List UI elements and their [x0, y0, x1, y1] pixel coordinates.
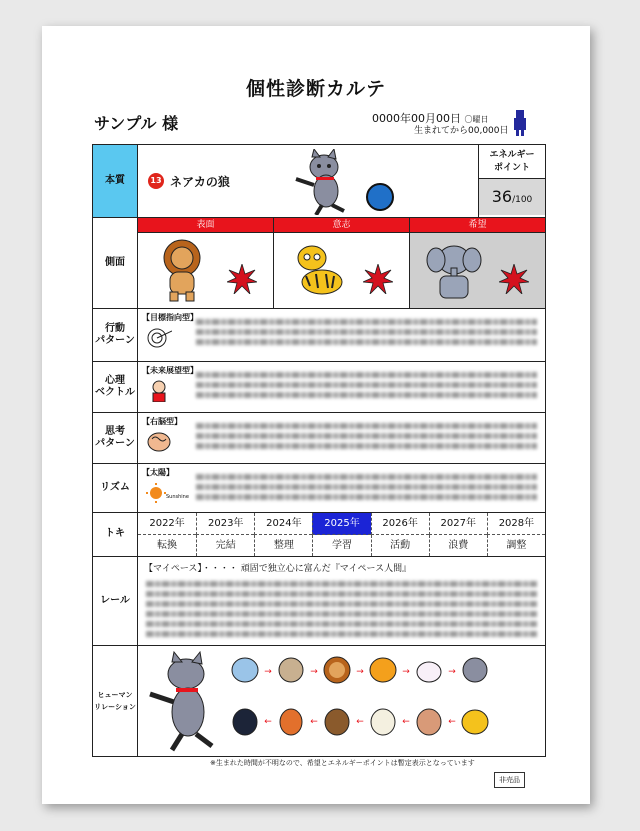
- star-burst-icon: [227, 264, 257, 294]
- footer-note: ※生まれた時間が不明なので、希望とエネルギーポイントは暫定表示となっています: [210, 759, 475, 767]
- relation-chain-top: [230, 652, 530, 692]
- toki-word: 活動: [371, 535, 429, 556]
- arrow-left-icon: ←: [402, 717, 410, 727]
- toki-word: 整理: [254, 535, 312, 556]
- row-label-rhythm: リズム: [93, 464, 138, 513]
- toki-year: 2027年: [429, 513, 487, 535]
- figure-icon: [512, 108, 528, 136]
- toki-word: 完結: [196, 535, 254, 556]
- row-label-shiko: 思考 パターン: [93, 413, 138, 464]
- blurred-text: [196, 368, 537, 406]
- black-panther-icon: [230, 704, 260, 740]
- rail-cell: [138, 557, 545, 645]
- lion-illustration: [152, 238, 212, 302]
- date-text: 0000年00月00日: [372, 112, 461, 125]
- rail-heading: 【マイペース】・・・・ 頑固で独立心に富んだ『マイペース人間』: [144, 564, 412, 574]
- sokumen-header: 希望: [410, 218, 545, 233]
- row-label-sokumen: 側面: [93, 218, 138, 309]
- toki-year: 2023年: [196, 513, 254, 535]
- sun-icon: [146, 482, 172, 504]
- sokumen-header: 表面: [138, 218, 273, 233]
- person-icon: [146, 380, 172, 402]
- toki-year: 2024年: [254, 513, 312, 535]
- row-label-human: ヒューマン リレーション: [93, 646, 138, 757]
- wolf-illustration: [146, 650, 222, 752]
- pegasus-icon: [414, 654, 444, 690]
- wolf-illustration: [288, 149, 358, 215]
- honshitsu-cell: [138, 145, 545, 217]
- animal-name: ネアカの狼: [170, 175, 230, 189]
- not-for-sale-stamp: 非売品: [494, 772, 525, 788]
- kodo-type: 【 目標指向型 】: [142, 312, 541, 323]
- rhythm-type: 【 太陽 】: [142, 467, 541, 478]
- koala-icon: [276, 654, 306, 690]
- arrow-right-icon: →: [264, 667, 272, 677]
- arrow-left-icon: ←: [356, 717, 364, 727]
- elephant-illustration: [424, 238, 484, 302]
- arrow-right-icon: →: [310, 667, 318, 677]
- row-label-toki: トキ: [93, 513, 138, 557]
- fawn-icon: [276, 704, 306, 740]
- tiger-illustration: [288, 238, 348, 302]
- sunshine-label: Sunshine: [166, 494, 189, 500]
- sokumen-will: [273, 218, 409, 308]
- energy-label: エネルギー ポイント: [479, 145, 545, 179]
- energy-value: 36/100: [479, 179, 545, 215]
- toki-word: 学習: [312, 535, 370, 556]
- relation-chain-bottom: [230, 702, 530, 742]
- toki-year: 2026年: [371, 513, 429, 535]
- kodo-cell: [138, 309, 545, 361]
- blurred-text: [196, 470, 537, 506]
- cheetah-icon: [460, 704, 490, 740]
- raccoon-icon: [322, 704, 352, 740]
- blurred-text: [196, 419, 537, 457]
- arrow-left-icon: ←: [310, 717, 318, 727]
- target-icon: [146, 327, 172, 349]
- karte-table: [92, 144, 546, 757]
- days-since-birth: 生まれてから00,000日: [414, 126, 509, 136]
- toki-word: 調整: [487, 535, 545, 556]
- toki-word: 浪費: [429, 535, 487, 556]
- lion-icon: [322, 654, 352, 690]
- rhythm-cell: [138, 464, 545, 512]
- wolf-icon: [460, 654, 490, 690]
- energy-point-box: [478, 145, 545, 217]
- shinri-cell: [138, 362, 545, 412]
- row-label-honshitsu: 本質: [93, 145, 138, 218]
- sokumen-header: 意志: [274, 218, 409, 233]
- monkey-icon: [414, 704, 444, 740]
- sokumen-cells: [138, 218, 545, 308]
- arrow-left-icon: ←: [264, 717, 272, 727]
- shiko-type: 【 右脳型 】: [142, 416, 541, 427]
- karte-sheet: [42, 26, 590, 804]
- brain-icon: [146, 431, 172, 453]
- row-label-kodo: 行動 パターン: [93, 309, 138, 362]
- client-name: サンプル 様: [94, 114, 179, 133]
- tiger-icon: [368, 654, 398, 690]
- row-label-shinri: 心理 ベクトル: [93, 362, 138, 413]
- arrow-right-icon: →: [356, 667, 364, 677]
- arrow-right-icon: →: [448, 667, 456, 677]
- elephant-icon: [230, 654, 260, 690]
- star-burst-icon: [499, 264, 529, 294]
- star-burst-icon: [363, 264, 393, 294]
- toki-year-current: 2025年: [312, 513, 370, 535]
- day-of-week: 〇曜日: [464, 115, 489, 124]
- arrow-left-icon: ←: [448, 717, 456, 727]
- sokumen-hope: [409, 218, 545, 308]
- human-relation-cell: [138, 646, 545, 756]
- globe-icon: [366, 183, 394, 211]
- row-label-rail: レール: [93, 557, 138, 646]
- shinri-type: 【 未来展望型 】: [142, 365, 541, 376]
- arrow-right-icon: →: [402, 667, 410, 677]
- sokumen-surface: [138, 218, 273, 308]
- page-title: 個性診断カルテ: [245, 78, 386, 100]
- blurred-text: [196, 315, 537, 355]
- shiko-cell: [138, 413, 545, 463]
- toki-year: 2028年: [487, 513, 545, 535]
- toki-grid: [138, 513, 545, 556]
- toki-year: 2022年: [138, 513, 196, 535]
- blurred-text: [146, 577, 537, 639]
- sheep-icon: [368, 704, 398, 740]
- animal-number-badge: 13: [148, 173, 164, 189]
- toki-word: 転換: [157, 540, 178, 551]
